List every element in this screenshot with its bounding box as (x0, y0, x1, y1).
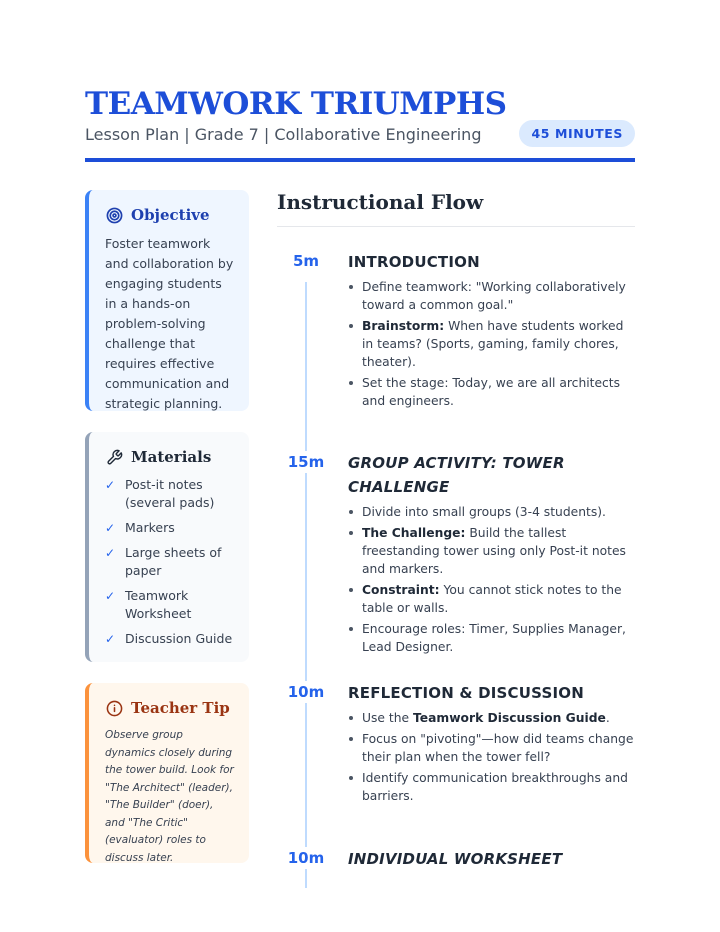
duration-badge: 45 MINUTES (519, 120, 635, 147)
step-bullet: Define teamwork: "Working collaboratively toward a common goal." (348, 278, 638, 314)
materials-list (105, 476, 235, 648)
step-time: 10m (277, 847, 335, 869)
step-bullet: Use the Teamwork Discussion Guide. (348, 709, 638, 727)
objective-title: Objective (131, 206, 210, 224)
materials-title: Materials (131, 448, 212, 466)
objective-card (85, 190, 249, 411)
step-title: GROUP ACTIVITY: TOWER CHALLENGE (348, 454, 565, 496)
materials-item-label: Large sheets of paper (125, 545, 222, 578)
materials-card (85, 432, 249, 662)
wrench-icon (105, 448, 123, 466)
lesson-header (85, 84, 635, 146)
step-bullets (348, 278, 638, 410)
timeline-line (305, 282, 307, 888)
teacher-tip-title: Teacher Tip (131, 699, 230, 717)
step-bullet: Set the stage: Today, we are all architects and engineers. (348, 374, 638, 410)
step-time: 15m (277, 451, 335, 473)
check-icon: ✓ (105, 632, 116, 646)
step-bullet: Divide into small groups (3-4 students). (348, 503, 638, 521)
step-bullets (348, 709, 638, 805)
header-divider (85, 158, 635, 162)
page-title: TEAMWORK TRIUMPHS (85, 86, 507, 122)
materials-item-label: Post-it notes (several pads) (125, 477, 215, 510)
step-time: 10m (277, 681, 335, 703)
step-bullet: Constraint: You cannot stick notes to the table or walls. (348, 581, 638, 617)
materials-item (105, 587, 235, 623)
check-icon: ✓ (105, 521, 116, 535)
target-icon (105, 206, 123, 224)
check-icon: ✓ (105, 589, 116, 603)
materials-item (105, 630, 235, 648)
step-title: INDIVIDUAL WORKSHEET (348, 850, 563, 868)
flow-divider (277, 226, 635, 227)
teacher-tip-card (85, 683, 249, 863)
step-bullet: Brainstorm: When have students worked in teams? (Sports, gaming, family chores, theater). (348, 317, 638, 371)
check-icon: ✓ (105, 478, 116, 492)
step-bullet: The Challenge: Build the tallest freestanding tower using only Post-it notes and markers. (348, 524, 638, 578)
info-icon (105, 699, 123, 717)
materials-item-label: Teamwork Worksheet (125, 588, 192, 621)
step-bullets (348, 503, 638, 656)
step-bullet: Encourage roles: Timer, Supplies Manager, Lead Designer. (348, 620, 638, 656)
step-bullet: Identify communication breakthroughs and barriers. (348, 769, 638, 805)
teacher-tip-text: Observe group dynamics closely during the tower build. Look for "The Architect" (leader), "The Builder" (doer), and "The Critic" (evaluator) roles to discuss later. (105, 729, 234, 864)
check-icon: ✓ (105, 546, 116, 560)
materials-item-label: Discussion Guide (125, 631, 233, 646)
step-bullet: Focus on "pivoting"—how did teams change their plan when the tower fell? (348, 730, 638, 766)
step-title: REFLECTION & DISCUSSION (348, 684, 584, 702)
instructional-flow-title: Instructional Flow (277, 190, 484, 214)
materials-item (105, 544, 235, 580)
materials-item (105, 476, 235, 512)
step-title: INTRODUCTION (348, 253, 480, 271)
materials-item (105, 519, 235, 537)
page-subtitle: Lesson Plan | Grade 7 | Collaborative Engineering (85, 125, 482, 144)
objective-text: Foster teamwork and collaboration by engaging students in a hands-on problem-solving challenge that requires effective communication and strategic planning. (105, 236, 234, 411)
materials-item-label: Markers (125, 520, 175, 535)
step-time: 5m (277, 250, 335, 272)
